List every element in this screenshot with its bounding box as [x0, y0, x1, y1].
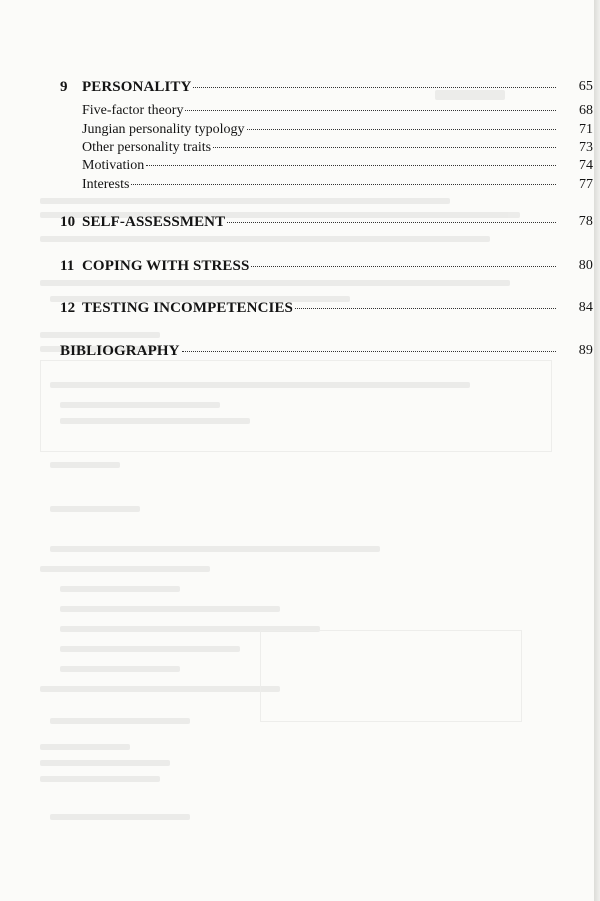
dot-leader: [193, 85, 556, 88]
section-title: Interests: [82, 177, 130, 192]
chapter-title: SELF-ASSESSMENT: [82, 214, 226, 230]
chapter-title: BIBLIOGRAPHY: [60, 343, 180, 359]
page-edge: [594, 0, 600, 901]
toc-chapter-10[interactable]: [60, 214, 593, 231]
dot-leader: [247, 127, 556, 130]
toc-chapter-11[interactable]: [60, 258, 593, 275]
chapter-title: COPING WITH STRESS: [82, 258, 250, 274]
toc-section-other-traits[interactable]: [82, 140, 593, 156]
page-number: 74: [579, 158, 593, 173]
toc-section-five-factor-theory[interactable]: [82, 103, 593, 119]
section-title: Jungian personality typology: [82, 122, 245, 137]
toc-section-motivation[interactable]: [82, 158, 593, 174]
page-number: 77: [579, 177, 593, 192]
toc-chapter-9[interactable]: [60, 79, 593, 96]
chapter-number: 10: [60, 214, 76, 230]
section-title: Motivation: [82, 158, 145, 173]
dot-leader: [227, 220, 556, 223]
dot-leader: [131, 182, 556, 185]
toc-chapter-12[interactable]: [60, 300, 593, 317]
dot-leader: [295, 306, 556, 309]
page-number: 71: [579, 122, 593, 137]
toc-bibliography[interactable]: [60, 343, 593, 360]
section-title: Other personality traits: [82, 140, 212, 155]
dot-leader: [251, 264, 556, 267]
chapter-number: 12: [60, 300, 76, 316]
page-number: 89: [578, 343, 593, 358]
dot-leader: [182, 349, 556, 352]
chapter-number: 9: [60, 79, 68, 95]
page-number: 84: [578, 300, 593, 315]
toc-section-jungian-typology[interactable]: [82, 122, 593, 138]
page-number: 80: [578, 258, 593, 273]
chapter-title: PERSONALITY: [82, 79, 192, 95]
page-number: 78: [578, 214, 593, 229]
section-title: Five-factor theory: [82, 103, 184, 118]
dot-leader: [185, 108, 556, 111]
chapter-title: TESTING INCOMPETENCIES: [82, 300, 293, 316]
dot-leader: [213, 145, 556, 148]
page-number: 65: [578, 79, 593, 94]
dot-leader: [146, 163, 556, 166]
chapter-number: 11: [60, 258, 75, 274]
page-number: 73: [579, 140, 593, 155]
page-number: 68: [579, 103, 593, 118]
toc-section-interests[interactable]: [82, 177, 593, 193]
